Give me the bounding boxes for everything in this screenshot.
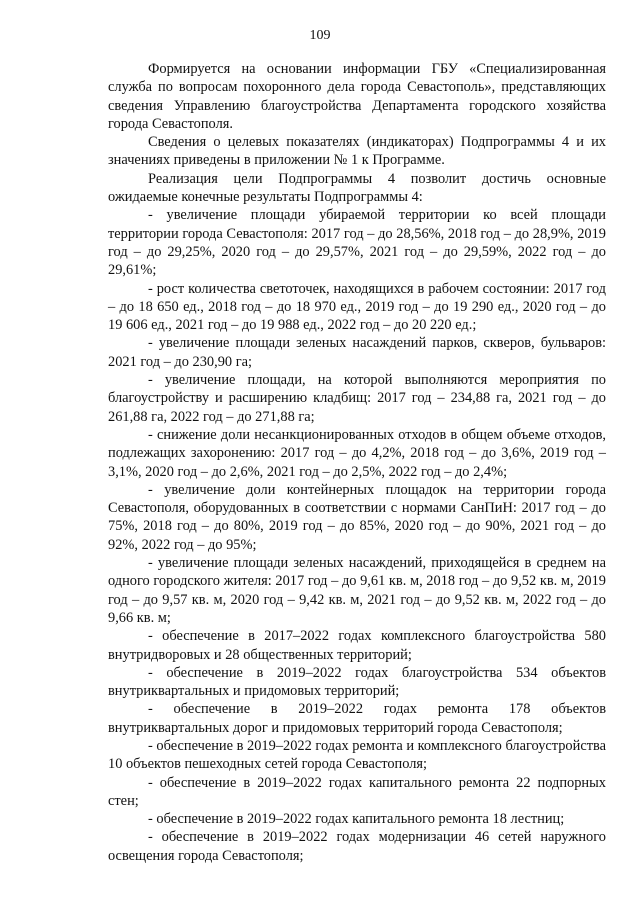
result-item-light-points: - рост количества светоточек, находящихся в рабочем состоянии: 2017 год – до 18 650 ед., 2018 год – до 18 970 ед., 2019 год – до 19 290 ед., 2020 год – до 19 606 ед., 2021 год – до 19 988 ед., 2022 год – до 20 220 ед.;	[108, 280, 606, 334]
result-item-pedestrian-networks: - обеспечение в 2019–2022 годах ремонта и комплексного благоустройства 10 объектов пешеходных сетей города Севастополя;	[108, 737, 606, 773]
result-item-road-repair: - обеспечение в 2019–2022 годах ремонта 178 объектов внутриквартальных дорог и придомовых территорий города Севастополя;	[108, 701, 606, 736]
body-text	[108, 60, 606, 865]
result-item-container-sites: - увеличение доли контейнерных площадок на территории города Севастополя, оборудованных в соответствии с нормами СанПиН: 2017 год – до 75%, 2018 год – до 80%, 2019 год – до 85%, 2020 год – до 90%, 2021 год – до 92%, 2022 год – до 95%;	[108, 481, 606, 553]
result-item-cleaned-area: - увеличение площади убираемой территории ко всей площади территории города Севастополя: 2017 год – до 28,56%, 2018 год – до 28,9%, 2019 год – до 29,25%, 2020 год – до 29,57%, 2021 год – до 29,59%, 2022 год – до 29,61%;	[108, 207, 606, 279]
paragraph-indicators: Сведения о целевых показателях (индикаторах) Подпрограммы 4 и их значениях приведены в приложении № 1 к Программе.	[108, 134, 606, 169]
result-item-yard-improvement: - обеспечение в 2017–2022 годах комплексного благоустройства 580 внутридворовых и 28 общественных территорий;	[108, 628, 606, 663]
result-item-stairs: - обеспечение в 2019–2022 годах капитального ремонта 18 лестниц;	[148, 811, 565, 828]
result-item-retaining-walls: - обеспечение в 2019–2022 годах капитального ремонта 22 подпорных стен;	[108, 774, 606, 809]
paragraph-source-info: Формируется на основании информации ГБУ «Специализированная служба по вопросам похоронного дела города Севастополь», представляющих сведения Управлению благоустройства Департамента городского хозяйства города Севастополя.	[108, 61, 606, 132]
result-item-green-per-resident: - увеличение площади зеленых насаждений, приходящейся в среднем на одного городского жителя: 2017 год – до 9,61 кв. м, 2018 год – до 9,52 кв. м, 2019 год – до 9,57 кв. м, 2020 год – 9,42 кв. м, 2021 год – до 9,52 кв. м, 2022 год – до 9,66 кв. м;	[108, 555, 606, 626]
result-item-green-parks: - увеличение площади зеленых насаждений парков, скверов, бульваров: 2021 год – до 230,90 га;	[108, 335, 606, 370]
page-number: 109	[309, 28, 331, 43]
result-item-quarter-improvement: - обеспечение в 2019–2022 годах благоустройства 534 объектов внутриквартальных и придомовых территорий;	[108, 664, 606, 700]
result-item-cemeteries: - увеличение площади, на которой выполняются мероприятия по благоустройству и расширению кладбищ: 2017 год – 234,88 га, 2021 год – до 261,88 га, 2022 год – до 271,88 га;	[108, 372, 606, 425]
result-item-lighting-networks: - обеспечение в 2019–2022 годах модернизации 46 сетей наружного освещения города Севастополя;	[108, 829, 606, 864]
result-item-waste: - снижение доли несанкционированных отходов в общем объеме отходов, подлежащих захоронению: 2017 год – до 4,2%, 2018 год – до 3,6%, 2019 год – 3,1%, 2020 год – до 2,6%, 2021 год – до 2,5%, 2022 год – до 2,4%;	[108, 426, 606, 480]
paragraph-goal: Реализация цели Подпрограммы 4 позволит достичь основные ожидаемые конечные результаты Подпрограммы 4:	[108, 170, 606, 206]
